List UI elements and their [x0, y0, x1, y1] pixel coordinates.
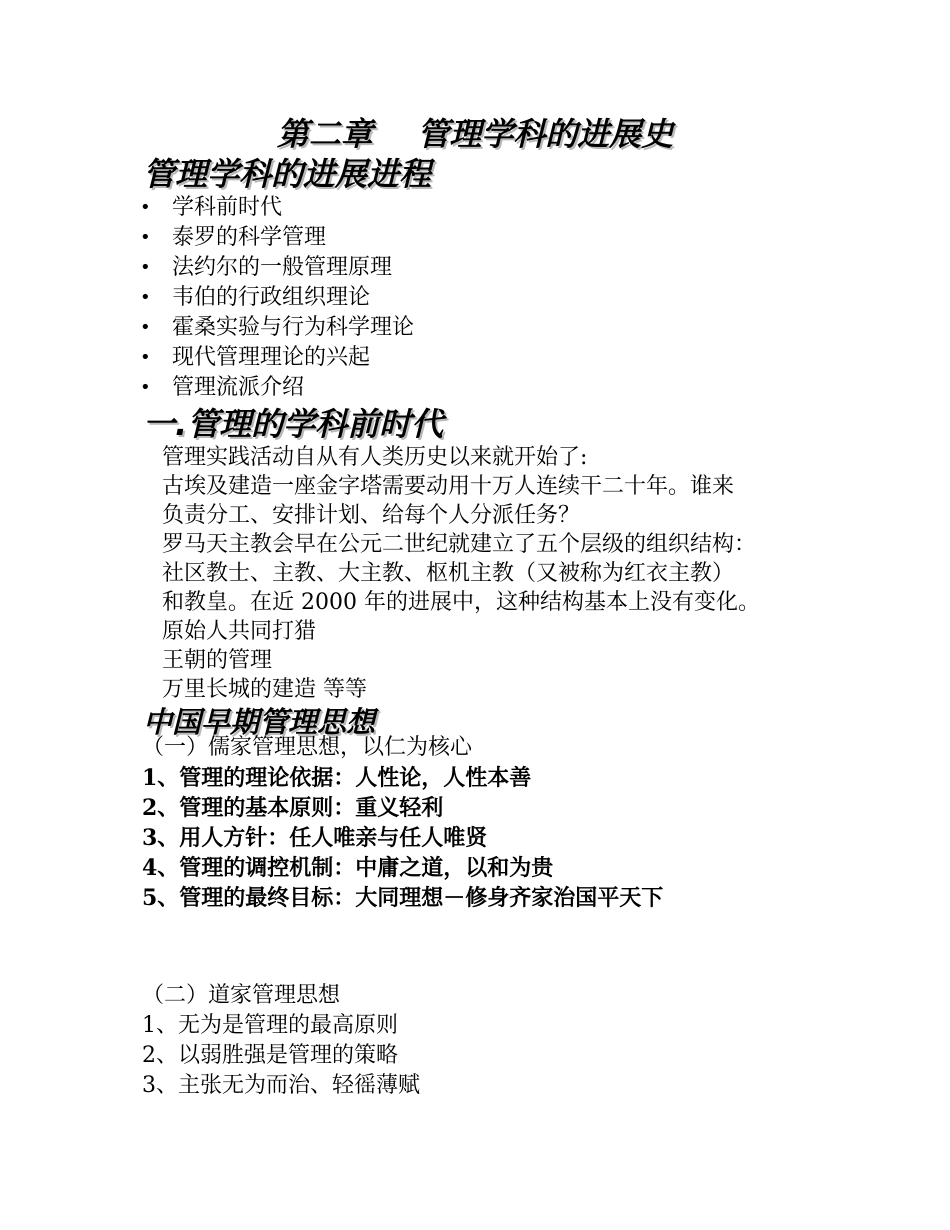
- list-item: 1、无为是管理的最高原则: [142, 1013, 398, 1038]
- list-item: • 现代管理理论的兴起: [140, 343, 414, 373]
- list-item: • 韦伯的行政组织理论: [140, 283, 414, 313]
- paragraph-line: 罗马天主教会早在公元二世纪就建立了五个层级的组织结构：: [162, 532, 757, 557]
- list-item: 3、主张无为而治、轻徭薄赋: [142, 1073, 420, 1098]
- section-heading-progress: 管理学科的进展进程: [143, 155, 432, 193]
- list-item: • 霍桑实验与行为科学理论: [140, 313, 414, 343]
- bullet-icon: •: [140, 347, 151, 368]
- taoist-list: [142, 981, 420, 1101]
- subsection-title-taoist: （二）道家管理思想: [142, 983, 341, 1008]
- paragraph-line: 和教皇。在近 2000 年的进展中，这种结构基本上没有变化。: [162, 590, 760, 615]
- list-item: • 泰罗的科学管理: [140, 223, 414, 253]
- list-item: 1、管理的理论依据：人性论，人性本善: [142, 765, 532, 791]
- list-item: • 学科前时代: [140, 193, 414, 223]
- paragraph-line: 原始人共同打猎: [162, 619, 317, 644]
- bullet-icon: •: [140, 377, 151, 398]
- confucian-list: [142, 733, 663, 913]
- list-item: 3、用人方针：任人唯亲与任人唯贤: [142, 825, 488, 851]
- section-heading-china: 中国早期管理思想: [143, 705, 376, 739]
- chapter-title: 第二章 管理学科的进展史: [276, 115, 674, 153]
- list-item: 5、管理的最终目标：大同理想－修身齐家治国平天下: [142, 885, 664, 911]
- paragraph-line: 社区教士、主教、大主教、枢机主教（又被称为红衣主教）: [162, 561, 735, 586]
- bullet-icon: •: [140, 257, 151, 278]
- list-item: • 管理流派介绍: [140, 373, 414, 403]
- list-item: 4、管理的调控机制：中庸之道，以和为贵: [142, 855, 554, 881]
- section-heading-pre-era: 一.管理的学科前时代: [143, 405, 444, 443]
- bullet-icon: •: [140, 287, 151, 308]
- list-item: • 法约尔的一般管理原理: [140, 253, 414, 283]
- list-item: 2、以弱胜强是管理的策略: [142, 1043, 398, 1068]
- paragraph-line: 古埃及建造一座金字塔需要动用十万人连续干二十年。谁来: [162, 474, 735, 499]
- subsection-title-confucian: （一）儒家管理思想，以仁为核心: [142, 735, 473, 760]
- progress-bullet-list: [140, 193, 414, 403]
- paragraph-line: 负责分工、安排计划、给每个人分派任务？: [162, 503, 581, 528]
- paragraph-line: 管理实践活动自从有人类历史以来就开始了:: [162, 445, 588, 470]
- list-item: 2、管理的基本原则：重义轻利: [142, 795, 444, 821]
- bullet-icon: •: [140, 197, 151, 218]
- paragraph-line: 万里长城的建造 等等: [162, 677, 367, 702]
- paragraph-line: 王朝的管理: [162, 648, 273, 673]
- bullet-icon: •: [140, 227, 151, 248]
- bullet-icon: •: [140, 317, 151, 338]
